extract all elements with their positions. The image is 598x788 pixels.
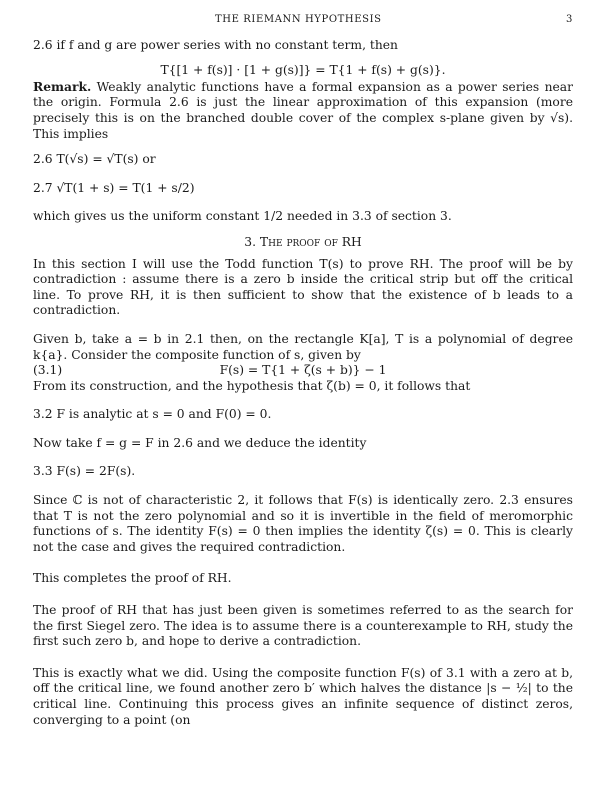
page-number: 3 (566, 14, 573, 25)
remark-label: Remark. (33, 78, 92, 94)
equation-3-1-tag: (3.1) (33, 363, 63, 378)
remark-text: Weakly analytic functions have a formal expansion as a power series near the origin. Formula 2.6 is just the linear approximation of this expansion (more precisely this is on the branched double cover of the complex s-plane given by √s). This implies (33, 79, 573, 141)
equation-3-3: 3.3 F(s) = 2F(s). (33, 464, 136, 479)
remark-paragraph (33, 79, 573, 142)
exactly-paragraph: This is exactly what we did. Using the composite function F(s) of 3.1 with a zero at b, off the critical line, we found another zero b′ which halves the distance |s − ½| to the critical line. Continuing this process gives an infinite sequence of distinct zeros, converging to a point (on (33, 665, 573, 727)
equation-2-6b: 2.6 T(√s) = √T(s) or (33, 152, 156, 167)
todd-paragraph: In this section I will use the Todd function T(s) to prove RH. The proof will be by contradiction : assume there is a zero b inside the critical strip but off the critical line. To prove RH, it is then sufficient to show that the existence of b leads to a contradiction. (33, 256, 573, 318)
running-title: THE RIEMANN HYPOTHESIS (215, 14, 382, 25)
equation-2-7: 2.7 √T(1 + s) = T(1 + s/2) (33, 180, 195, 195)
equation-3-1: F(s) = T{1 + ζ(s + b)} − 1 (219, 363, 387, 378)
section-title: 3. The proof of RH (244, 234, 362, 249)
since-paragraph: Since ℂ is not of characteristic 2, it follows that F(s) is identically zero. 2.3 ensures that T is not the zero polynomial and so it is invertible in the field of meromorphic functions of s. The identity F(s) = 0 then implies the identity ζ(s) = 0. This is clearly not the case and gives the required contradiction. (33, 493, 573, 554)
equation-3-2: 3.2 F is analytic at s = 0 and F(0) = 0. (33, 407, 272, 422)
running-head (215, 12, 573, 28)
uniform-constant-paragraph: which gives us the uniform constant 1/2 needed in 3.3 of section 3. (33, 209, 452, 224)
paper-page (33, 12, 573, 728)
equation-3-1-row (33, 363, 573, 379)
statement-2-6: 2.6 if f and g are power series with no constant term, then (33, 37, 398, 52)
siegel-paragraph: The proof of RH that has just been given is sometimes referred to as the search for the first Siegel zero. The idea is to assume there is a counterexample to RH, study the first such zero b, and hope to derive a contradiction. (33, 603, 573, 649)
equation-2-6: T{[1 + f(s)] · [1 + g(s)]} = T{1 + f(s) + g(s)}. (160, 63, 446, 78)
now-take-paragraph: Now take f = g = F in 2.6 and we deduce the identity (33, 435, 367, 450)
given-b-paragraph: Given b, take a = b in 2.1 then, on the rectangle K[a], T is a polynomial of degree k{a}. Consider the composite function of s, given by (33, 331, 573, 362)
construction-paragraph: From its construction, and the hypothesis that ζ(b) = 0, it follows that (33, 378, 471, 393)
completes-paragraph: This completes the proof of RH. (33, 571, 232, 586)
